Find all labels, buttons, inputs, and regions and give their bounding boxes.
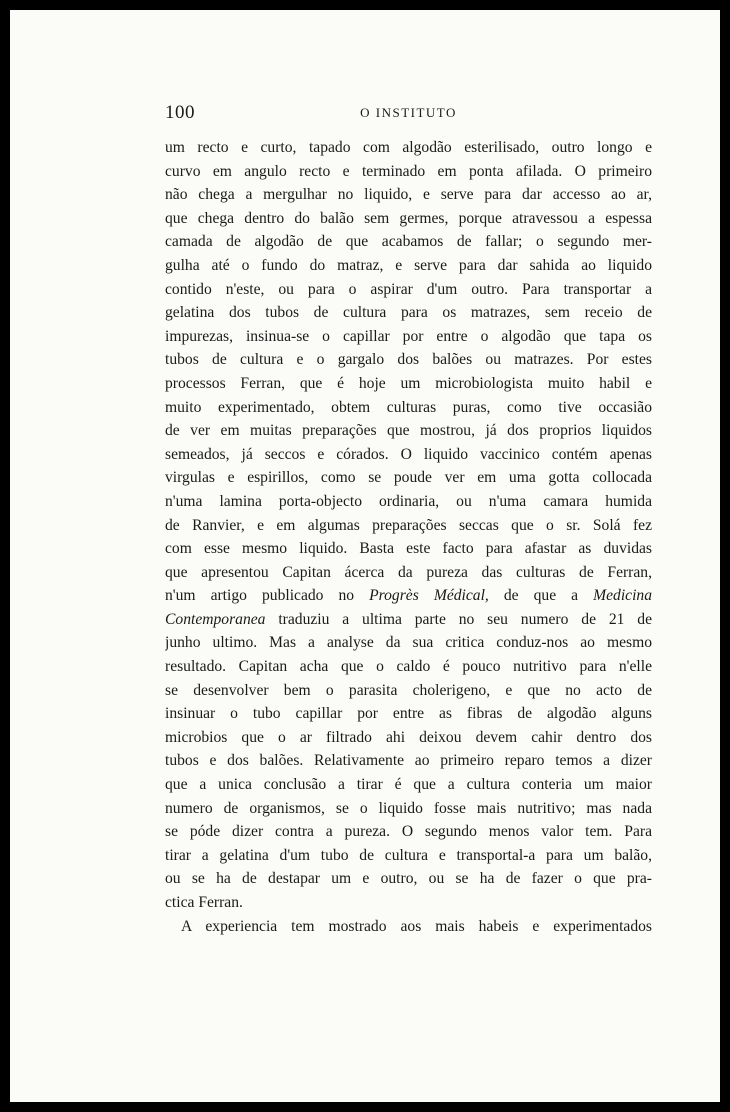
text-segment: tubos de cultura e o gargalo dos balões ou matrazes. Por estes (165, 351, 652, 369)
text-line (165, 631, 652, 655)
text-line (165, 915, 652, 939)
text-line (165, 514, 652, 538)
text-line (165, 537, 652, 561)
text-segment: um recto e curto, tapado com algodão esterilisado, outro longo e (165, 139, 652, 156)
text-line (165, 183, 652, 207)
text-segment: contido n'este, ou para o aspirar d'um outro. Para transportar a (165, 280, 652, 298)
text-segment: ou se ha de destapar um e outro, ou se ha de fazer o que pra- (165, 870, 652, 888)
text-line (165, 348, 652, 372)
text-segment: muito experimentado, obtem culturas puras, como tive occasião (165, 398, 652, 416)
text-segment: curvo em angulo recto e terminado em ponta afilada. O primeiro (165, 162, 652, 180)
text-line (165, 136, 652, 160)
text-line (165, 726, 652, 750)
italic-text: Progrès Médical, (369, 587, 489, 605)
text-segment: que apresentou Capitan ácerca da pureza das culturas de Ferran, (165, 563, 652, 581)
page-number: 100 (165, 102, 195, 123)
text-segment: tubos e dos balões. Relativamente ao primeiro reparo temos a dizer (165, 752, 652, 770)
text-segment: gelatina dos tubos de cultura para os matrazes, sem receio de (165, 304, 652, 322)
text-segment: n'um artigo publicado no (165, 587, 370, 605)
italic-text: Medicina (593, 587, 652, 605)
text-segment: impurezas, insinua-se o capillar por entre o algodão que tapa os (165, 327, 652, 345)
text-segment: de ver em muitas preparações que mostrou, já dos proprios liquidos (165, 422, 652, 440)
text-segment: A experiencia tem mostrado aos mais habeis e experimentados (181, 917, 652, 935)
text-line (165, 679, 652, 703)
text-line (165, 419, 652, 443)
text-segment: n'uma lamina porta-objecto ordinaria, ou n'uma camara humida (165, 492, 652, 510)
text-segment: com esse mesmo liquido. Basta este facto para afastar as duvidas (165, 540, 652, 558)
text-segment: junho ultimo. Mas a analyse da sua critica conduz-nos ao mesmo (165, 634, 652, 652)
text-segment: que chega dentro do balão sem germes, porque atravessou a espessa (165, 209, 652, 227)
running-head: O INSTITUTO (360, 105, 457, 120)
text-line (165, 254, 652, 278)
text-line (165, 561, 652, 585)
text-line (165, 160, 652, 184)
text-line (165, 278, 652, 302)
text-line (165, 372, 652, 396)
text-segment: não chega a mergulhar no liquido, e serve para dar accesso ao ar, (165, 186, 652, 204)
text-line (165, 207, 652, 231)
text-line (165, 749, 652, 773)
text-segment: se póde dizer contra a pureza. O segundo menos valor tem. Para (165, 823, 652, 841)
text-line (165, 820, 652, 844)
text-segment: que a unica conclusão a tirar é que a cultura conteria um maior (165, 776, 652, 794)
text-line (165, 702, 652, 726)
text-segment: se desenvolver bem o parasita cholerigeno, e que no acto de (165, 681, 652, 699)
text-line (165, 773, 652, 797)
document-page (10, 10, 720, 1102)
text-line (165, 655, 652, 679)
text-segment: traduziu a ultima parte no seu numero de 21 de (265, 610, 652, 628)
text-segment: tirar a gelatina d'um tubo de cultura e transportal-a para um balão, (165, 846, 652, 864)
text-segment: numero de organismos, se o liquido fosse mais nutritivo; mas nada (165, 799, 652, 817)
text-line (165, 490, 652, 514)
text-line (165, 443, 652, 467)
text-line (165, 891, 652, 915)
page-header (165, 102, 652, 126)
text-segment: ctica Ferran. (165, 894, 243, 911)
text-segment: processos Ferran, que é hoje um microbiologista muito habil e (165, 374, 652, 392)
text-line (165, 325, 652, 349)
body-text (165, 136, 652, 938)
text-line (165, 844, 652, 868)
text-line (165, 608, 652, 632)
italic-text: Contemporanea (165, 610, 266, 628)
text-segment: virgulas e espirillos, como se poude ver em uma gotta collocada (165, 469, 652, 487)
text-segment: de Ranvier, e em algumas preparações seccas que o sr. Solá fez (165, 516, 652, 534)
text-segment: resultado. Capitan acha que o caldo é pouco nutritivo para n'elle (165, 658, 652, 676)
text-segment: gulha até o fundo do matraz, e serve para dar sahida ao liquido (165, 256, 652, 274)
text-line (165, 301, 652, 325)
text-line (165, 230, 652, 254)
text-line (165, 466, 652, 490)
text-segment: camada de algodão de que acabamos de fallar; o segundo mer- (165, 233, 652, 251)
text-segment: semeados, já seccos e córados. O liquido vaccinico contém apenas (165, 445, 652, 463)
text-line (165, 797, 652, 821)
text-segment: microbios que o ar filtrado ahi deixou devem cahir dentro dos (165, 728, 652, 746)
text-line (165, 584, 652, 608)
text-segment: insinuar o tubo capillar por entre as fibras de algodão alguns (165, 705, 652, 723)
text-line (165, 867, 652, 891)
text-segment: de que a (488, 587, 594, 605)
text-line (165, 396, 652, 420)
